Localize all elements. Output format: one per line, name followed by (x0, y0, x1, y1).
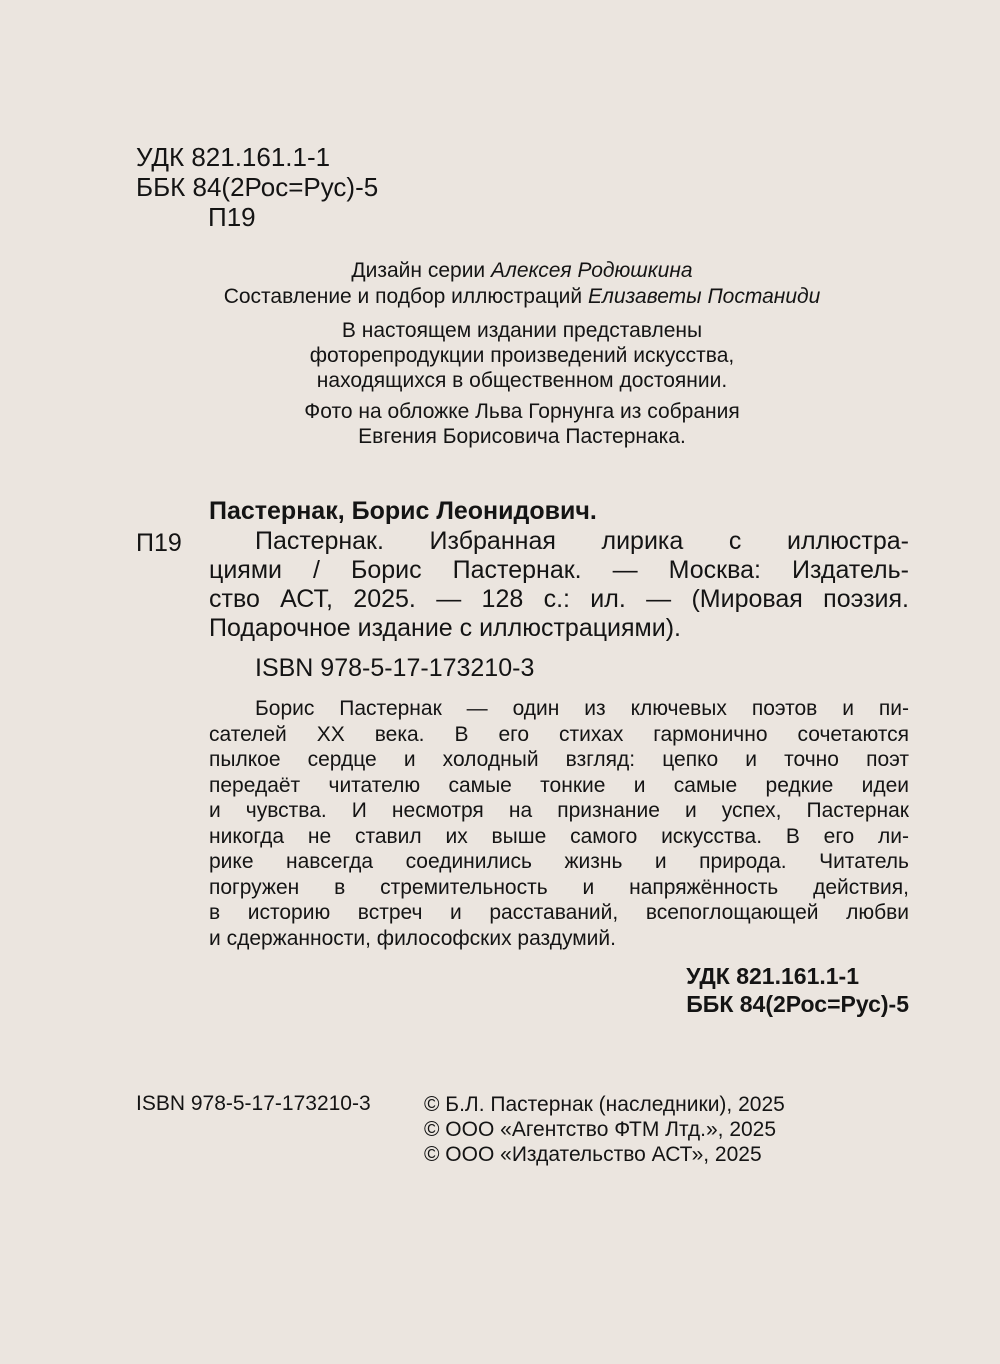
public-domain-notice (0, 318, 1000, 393)
top-classification-codes (136, 142, 378, 232)
bbk-code: ББК 84(2Рос=Рус)-5 (136, 172, 379, 202)
copyright-block (424, 1092, 785, 1167)
record-bbk-code: ББК 84(2Рос=Рус)-5 (686, 991, 909, 1017)
notice-line: В настоящем издании представлены (341, 319, 703, 342)
bibliographic-line: ство АСТ, 2025. — 128 с.: ил. — (Мировая поэзия. (209, 585, 909, 613)
bibliographic-line: циями / Борис Пастернак. — Москва: Издатель- (209, 556, 909, 584)
series-design-credit (0, 258, 1000, 283)
annotation-line: никогда не ставил их выше самого искусства. В его ли- (209, 824, 909, 848)
author-heading: Пастернак, Борис Леонидович. (209, 497, 597, 525)
record-classification-codes (686, 962, 909, 1018)
bibliographic-line: Подарочное издание с иллюстрациями). (209, 614, 681, 642)
annotation-line: и сдержанности, философских раздумий. (209, 926, 616, 950)
notice-line: находящихся в общественном достоянии. (316, 369, 728, 392)
series-design-prefix: Дизайн серии (351, 259, 486, 282)
copyright-line: © ООО «Агентство ФТМ Лтд.», 2025 (424, 1118, 777, 1141)
annotation-line: рике навсегда соединились жизнь и природа. Читатель (209, 850, 909, 873)
series-design-name: Алексея Родюшкина (491, 259, 693, 282)
bibliographic-line: Пастернак. Избранная лирика с иллюстра- (255, 527, 909, 555)
annotation-line: в историю встреч и расставаний, всепоглощающей любви (209, 901, 909, 924)
annotation-line: пылкое сердце и холодный взгляд: цепко и точно поэт (209, 748, 909, 771)
record-isbn: ISBN 978-5-17-173210-3 (255, 654, 535, 682)
photo-line: Фото на обложке Льва Горнунга из собрания (304, 400, 740, 423)
copyright-line: © Б.Л. Пастернак (наследники), 2025 (424, 1093, 785, 1116)
udk-code: УДК 821.161.1-1 (136, 142, 331, 172)
annotation-line: сателей XX века. В его стихах гармонично сочетаются (209, 722, 909, 746)
annotation-line: погружен в стремительность и напряжённость действия, (209, 875, 909, 899)
record-author-index: П19 (136, 529, 182, 557)
annotation (209, 696, 909, 951)
annotation-line: передаёт читателю самые тонкие и самые редкие идеи (209, 773, 909, 797)
record-udk-code: УДК 821.161.1-1 (686, 963, 859, 989)
compilation-name: Елизаветы Постаниди (587, 285, 821, 308)
annotation-line: и чувства. И несмотря на признание и успех, Пастернак (209, 799, 909, 822)
bibliographic-description (209, 527, 909, 643)
copyright-line: © ООО «Издательство АСТ», 2025 (424, 1143, 762, 1166)
notice-line: фоторепродукции произведений искусства, (309, 344, 735, 367)
compilation-prefix: Составление и подбор иллюстраций (223, 285, 583, 308)
annotation-line: Борис Пастернак — один из ключевых поэтов и пи- (255, 697, 909, 720)
author-index: П19 (208, 202, 256, 232)
cover-photo-credit (0, 399, 1000, 449)
photo-line: Евгения Борисовича Пастернака. (358, 425, 686, 448)
footer-isbn: ISBN 978-5-17-173210-3 (136, 1092, 371, 1115)
compilation-credit (0, 284, 1000, 309)
